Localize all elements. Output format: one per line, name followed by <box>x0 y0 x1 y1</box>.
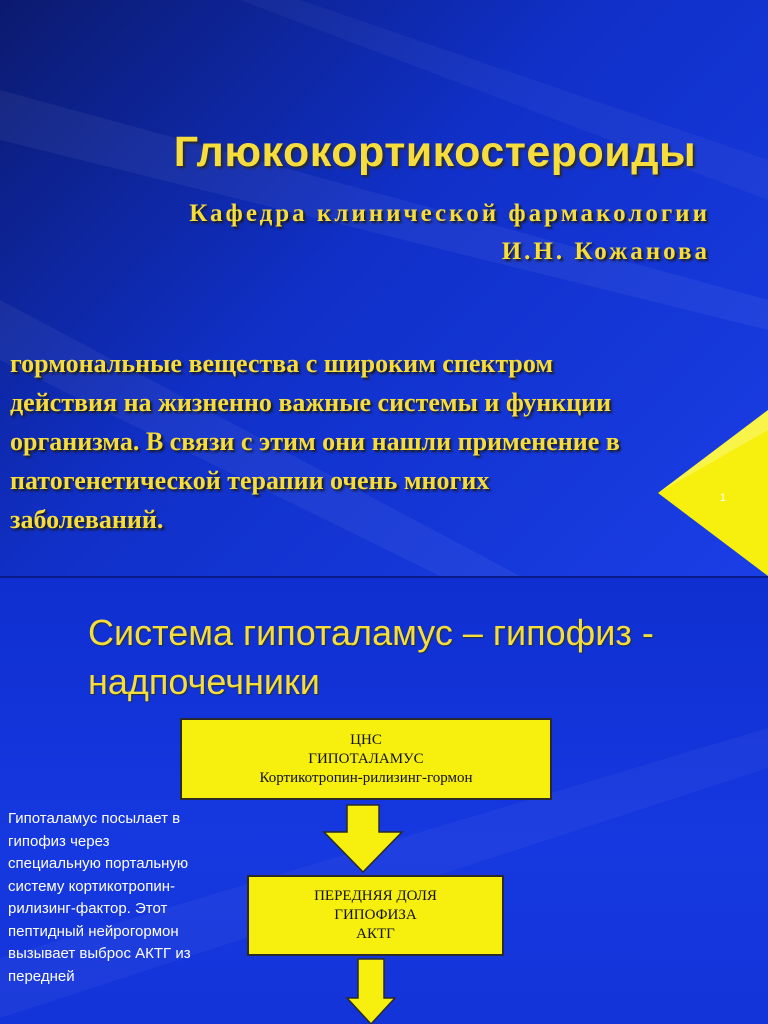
box-line: ГИПОФИЗА <box>334 907 417 923</box>
down-arrow-icon <box>346 958 396 1024</box>
slide-body-text: гормональные вещества с широким спектром действия на жизненно важные системы и функции организма. В связи с этим они нашли применение в патогенетической терапии очень многих заболеваний. <box>10 349 620 534</box>
box-line: АКТГ <box>356 926 395 942</box>
corner-triangle-decoration <box>658 410 768 576</box>
anterior-pituitary-box <box>247 875 504 956</box>
down-arrow-icon <box>322 804 404 874</box>
department-subtitle: Кафедра клинической фармакологии <box>189 200 710 227</box>
slide-2 <box>0 578 768 1024</box>
box-line: ПЕРЕДНЯЯ ДОЛЯ <box>314 888 437 904</box>
explanation-text: Гипоталамус посылает в гипофиз через специальную портальную систему кортикотропин-рилизинг-фактор. Этот пептидный нейрогормон вызывает выброс АКТГ из передней <box>8 810 191 985</box>
page-number: 1 <box>719 492 726 504</box>
slide-title: Система гипоталамус – гипофиз - надпочечники <box>88 612 654 702</box>
box-line: Кортикотропин-рилизинг-гормон <box>259 769 473 786</box>
author-subtitle: И.Н. Кожанова <box>501 238 710 265</box>
slide-title: Глюкокортикостероиды <box>173 128 697 176</box>
box-line: ЦНС <box>350 731 382 748</box>
cns-hypothalamus-box <box>180 718 552 800</box>
box-line: ГИПОТАЛАМУС <box>308 750 424 767</box>
